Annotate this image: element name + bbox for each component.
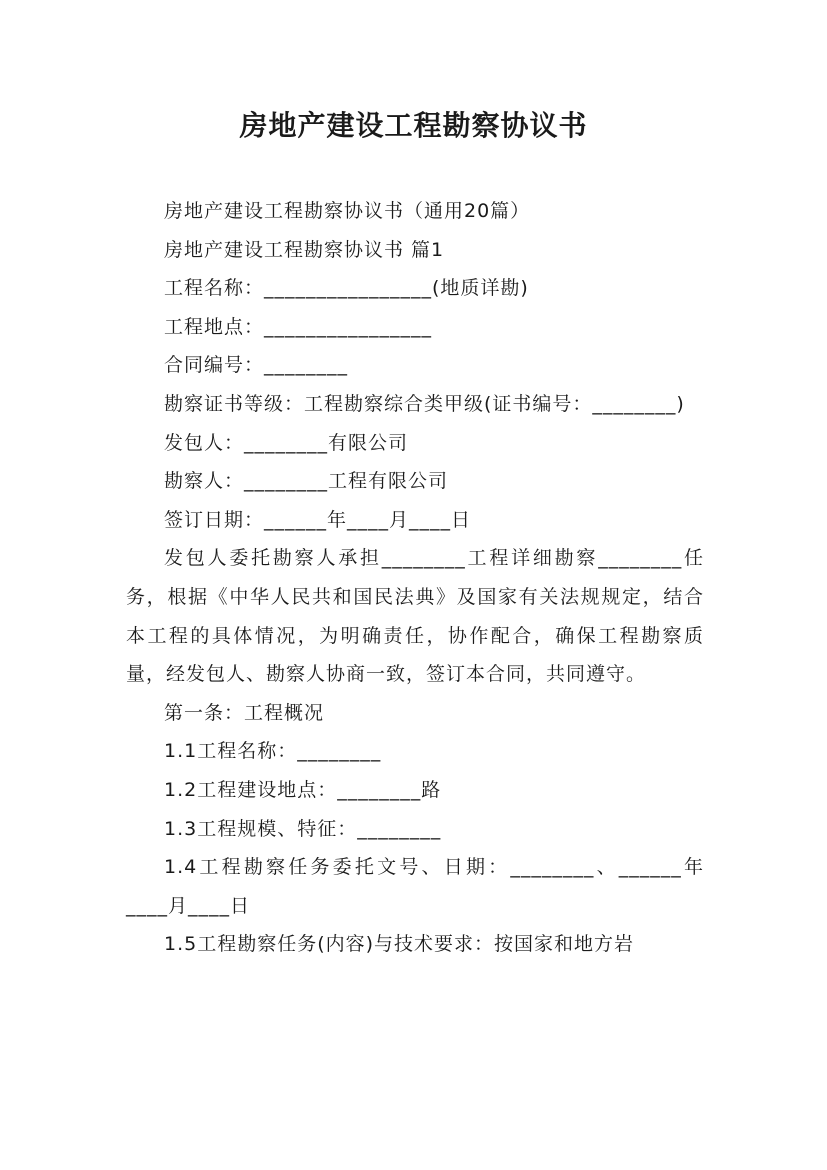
paragraph-signing-date: 签订日期：______年____月____日 xyxy=(164,508,472,531)
paragraph-1-1: 1.1工程名称：________ xyxy=(164,740,382,763)
paragraph-1-2: 1.2工程建设地点：________路 xyxy=(164,778,442,801)
paragraph-article-one: 第一条：工程概况 xyxy=(164,701,325,724)
paragraph-project-name: 工程名称：________________(地质详勘) xyxy=(164,277,529,300)
paragraph-1-4: 1.4工程勘察任务委托文号、日期：________、______年____月____日 xyxy=(126,856,704,917)
document-body xyxy=(126,192,704,964)
paragraph-surveyor: 勘察人：________工程有限公司 xyxy=(164,470,449,493)
page-title: 房地产建设工程勘察协议书 xyxy=(239,109,588,142)
paragraph-section-heading: 房地产建设工程勘察协议书 篇1 xyxy=(164,238,445,261)
paragraph-1-5: 1.5工程勘察任务(内容)与技术要求：按国家和地方岩 xyxy=(164,933,635,956)
paragraph-contract-number: 合同编号：________ xyxy=(164,354,349,377)
paragraph-employer: 发包人：________有限公司 xyxy=(164,431,409,454)
paragraph-certificate-level: 勘察证书等级：工程勘察综合类甲级(证书编号：________) xyxy=(164,392,685,415)
paragraph-collection-title: 房地产建设工程勘察协议书（通用20篇） xyxy=(164,200,531,222)
paragraph-project-location: 工程地点：________________ xyxy=(164,315,433,338)
paragraph-preamble: 发包人委托勘察人承担________工程详细勘察________任务，根据《中华人民共和国民法典》及国家有关法规规定，结合本工程的具体情况，为明确责任，协作配合，确保工程勘察质量，经发包人、勘察人协商一致，签订本合同，共同遵守。 xyxy=(126,547,704,686)
paragraph-1-3: 1.3工程规模、特征：________ xyxy=(164,817,442,840)
